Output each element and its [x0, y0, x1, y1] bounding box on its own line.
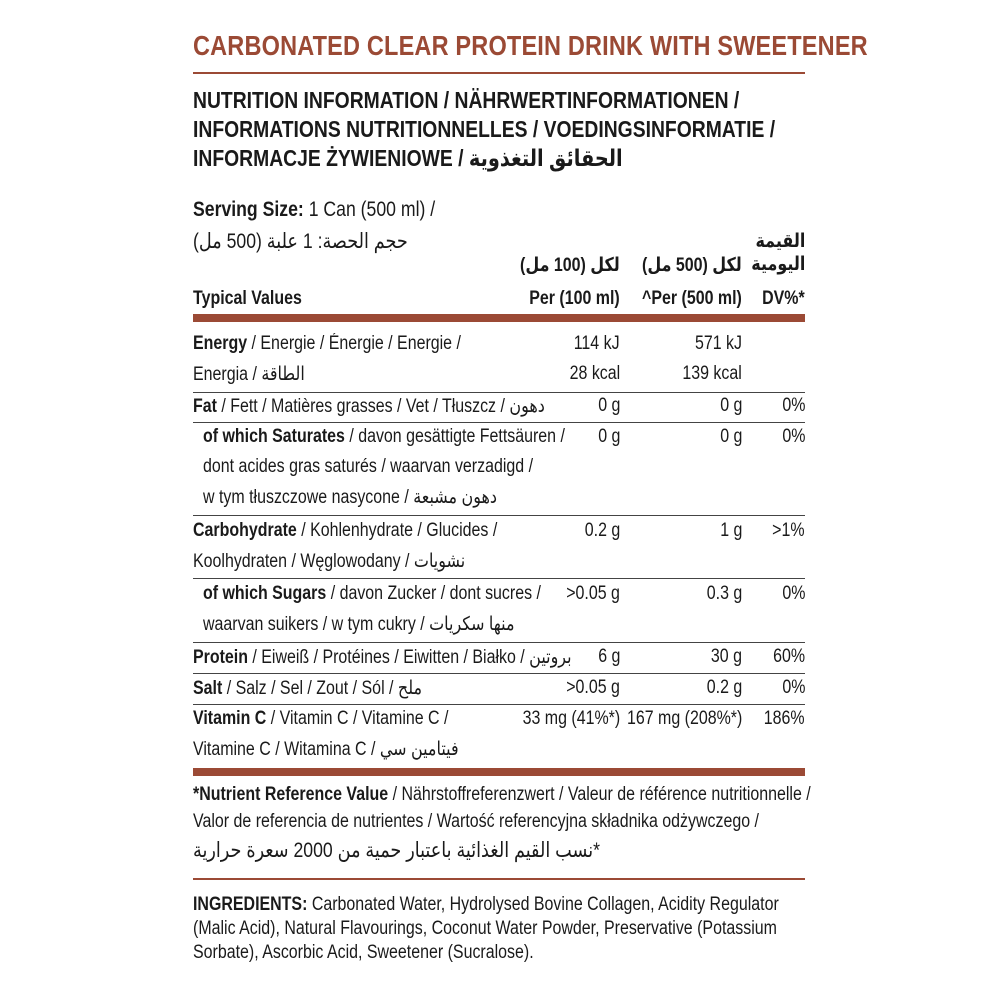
- protein-rest: / Eiweiß / Protéines / Eiwitten / Białko /: [247, 647, 530, 668]
- serving-size-arabic: حجم الحصة: 1 علبة (500 مل): [193, 230, 408, 253]
- energy-arabic: الطاقة: [261, 364, 305, 385]
- nutrition-heading: [193, 86, 775, 173]
- energy-label-2: [193, 363, 305, 386]
- energy-rest: / Energie / Énergie / Energie /: [247, 333, 461, 354]
- protein-label: [193, 646, 572, 669]
- carbohydrate-rest: / Kohlenhydrate / Glucides /: [296, 520, 498, 541]
- ingredients-label: INGREDIENTS:: [193, 894, 308, 915]
- salt-per500: 0.2 g: [706, 677, 742, 698]
- footnote-arabic: *نسب القيم الغذائية باعتبار حمية من 2000 سعرة حرارية: [193, 839, 600, 862]
- energy-label: [193, 333, 461, 355]
- heading-line-3-arabic: الحقائق التغذوية: [468, 145, 623, 171]
- saturates-bold: of which Saturates: [203, 426, 345, 447]
- vitamin-c-rest: / Vitamin C / Vitamine C /: [266, 708, 449, 729]
- product-title: CARBONATED CLEAR PROTEIN DRINK WITH SWEETENER: [193, 30, 868, 61]
- salt-per100: >0.05 g: [566, 677, 620, 698]
- row-divider: [193, 673, 805, 674]
- dv-header: DV%*: [762, 288, 805, 309]
- fat-rest: / Fett / Matières grasses / Vet / Tłuszcz /: [216, 396, 510, 417]
- energy-per500-kcal: 139 kcal: [682, 363, 742, 384]
- fat-dv: 0%: [781, 395, 805, 416]
- protein-arabic: بروتين: [529, 647, 572, 668]
- row-divider: [193, 642, 805, 643]
- saturates-arabic: دهون مشبعة: [413, 487, 498, 508]
- title-rule: [193, 72, 805, 74]
- salt-arabic: ملح: [397, 678, 423, 699]
- serving-size-label: Serving Size:: [193, 198, 304, 221]
- sugars-rest: / davon Zucker / dont sucres /: [326, 583, 541, 604]
- fat-arabic: دهون: [509, 396, 545, 417]
- header-thick-rule: [193, 314, 805, 322]
- carbohydrate-bold: Carbohydrate: [193, 520, 297, 541]
- footnote-line-1: [193, 784, 811, 806]
- row-divider: [193, 515, 805, 516]
- energy-per100-kj: 114 kJ: [574, 333, 620, 354]
- table-bottom-thick-rule: [193, 768, 805, 776]
- vitamin-c-line2-text: Vitamine C / Witamina C /: [193, 739, 380, 760]
- sugars-bold: of which Sugars: [203, 583, 327, 604]
- salt-rest: / Salz / Sel / Zout / Sól /: [222, 678, 398, 699]
- ingredients-text: Carbonated Water, Hydrolysed Bovine Collagen, Acidity Regulator (Malic Acid), Natural Flavourings, Coconut Water Powder, Preservative (Potassium Sorbate), Ascorbic Acid, Sweetener (Sucralose).: [193, 894, 779, 963]
- ingredients: [193, 893, 798, 965]
- saturates-rest: / davon gesättigte Fettsäuren /: [344, 426, 565, 447]
- saturates-per100: 0 g: [597, 426, 620, 447]
- sugars-per500: 0.3 g: [706, 583, 742, 604]
- ingredients-rule: [193, 878, 805, 880]
- per100-header: Per (100 ml): [529, 288, 620, 309]
- saturates-per500: 0 g: [719, 426, 742, 447]
- carbohydrate-arabic: نشويات: [413, 551, 466, 572]
- heading-line-3-text: INFORMACJE ŻYWIENIOWE /: [193, 145, 464, 171]
- vitamin-c-line2: [193, 738, 459, 761]
- carbohydrate-dv: >1%: [772, 520, 805, 541]
- sugars-dv: 0%: [781, 583, 805, 604]
- saturates-line3: [203, 486, 497, 509]
- typical-values-header: Typical Values: [193, 288, 302, 309]
- protein-per100: 6 g: [597, 646, 620, 667]
- salt-bold: Salt: [193, 678, 223, 699]
- fat-bold: Fat: [193, 396, 217, 417]
- footnote-bold: *Nutrient Reference Value: [193, 784, 389, 805]
- carbohydrate-label: [193, 520, 497, 542]
- energy-per500-kj: 571 kJ: [694, 333, 742, 354]
- per100-header-arabic: لكل (100 مل): [520, 255, 620, 276]
- sugars-arabic: منها سكريات: [429, 614, 515, 635]
- energy-bold: Energy: [193, 333, 248, 354]
- heading-line-1: NUTRITION INFORMATION / NÄHRWERTINFORMATIONEN /: [193, 87, 740, 113]
- row-divider: [193, 704, 805, 705]
- saturates-dv: 0%: [781, 426, 805, 447]
- per500-header: ^Per (500 ml): [642, 288, 742, 309]
- row-divider: [193, 578, 805, 579]
- heading-line-3: [193, 144, 775, 173]
- saturates-label: [203, 426, 565, 448]
- serving-size: [193, 198, 435, 222]
- fat-per100: 0 g: [597, 395, 620, 416]
- serving-size-value: 1 Can (500 ml) /: [303, 198, 436, 221]
- carbohydrate-line2-text: Koolhydraten / Węglowodany /: [193, 551, 414, 572]
- vitamin-c-per500: 167 mg (208%*): [626, 708, 742, 729]
- protein-bold: Protein: [193, 647, 248, 668]
- vitamin-c-label: [193, 708, 448, 730]
- vitamin-c-arabic: فيتامين سي: [379, 739, 459, 760]
- sugars-line2-text: waarvan suikers / w tym cukry /: [203, 614, 430, 635]
- fat-label: [193, 395, 545, 418]
- protein-dv: 60%: [773, 646, 805, 667]
- dv-header-arabic-1: القيمة: [755, 231, 805, 252]
- energy-line2: Energia /: [193, 364, 262, 385]
- salt-dv: 0%: [781, 677, 805, 698]
- carbohydrate-per500: 1 g: [719, 520, 742, 541]
- vitamin-c-per100: 33 mg (41%*): [522, 708, 620, 729]
- fat-per500: 0 g: [719, 395, 742, 416]
- footnote-rest: / Nährstoffreferenzwert / Valeur de référence nutritionnelle /: [388, 784, 811, 805]
- saturates-line2: dont acides gras saturés / waarvan verzadigd /: [203, 456, 534, 477]
- vitamin-c-bold: Vitamin C: [193, 708, 267, 729]
- vitamin-c-dv: 186%: [764, 708, 805, 729]
- salt-label: [193, 677, 422, 700]
- footnote-line-2: Valor de referencia de nutrientes / Wartość referencyjna składnika odżywczego /: [193, 811, 759, 832]
- sugars-label: [203, 583, 541, 605]
- carbohydrate-per100: 0.2 g: [584, 520, 620, 541]
- sugars-line2: [203, 613, 515, 636]
- row-divider: [193, 422, 805, 423]
- saturates-line3-text: w tym tłuszczowe nasycone /: [203, 487, 414, 508]
- sugars-per100: >0.05 g: [566, 583, 620, 604]
- row-divider: [193, 392, 805, 393]
- carbohydrate-line2: [193, 550, 465, 573]
- per500-header-arabic: لكل (500 مل): [642, 255, 742, 276]
- protein-per500: 30 g: [710, 646, 742, 667]
- dv-header-arabic-2: اليومية: [750, 254, 805, 275]
- energy-per100-kcal: 28 kcal: [569, 363, 620, 384]
- heading-line-2: INFORMATIONS NUTRITIONNELLES / VOEDINGSINFORMATIE /: [193, 116, 776, 142]
